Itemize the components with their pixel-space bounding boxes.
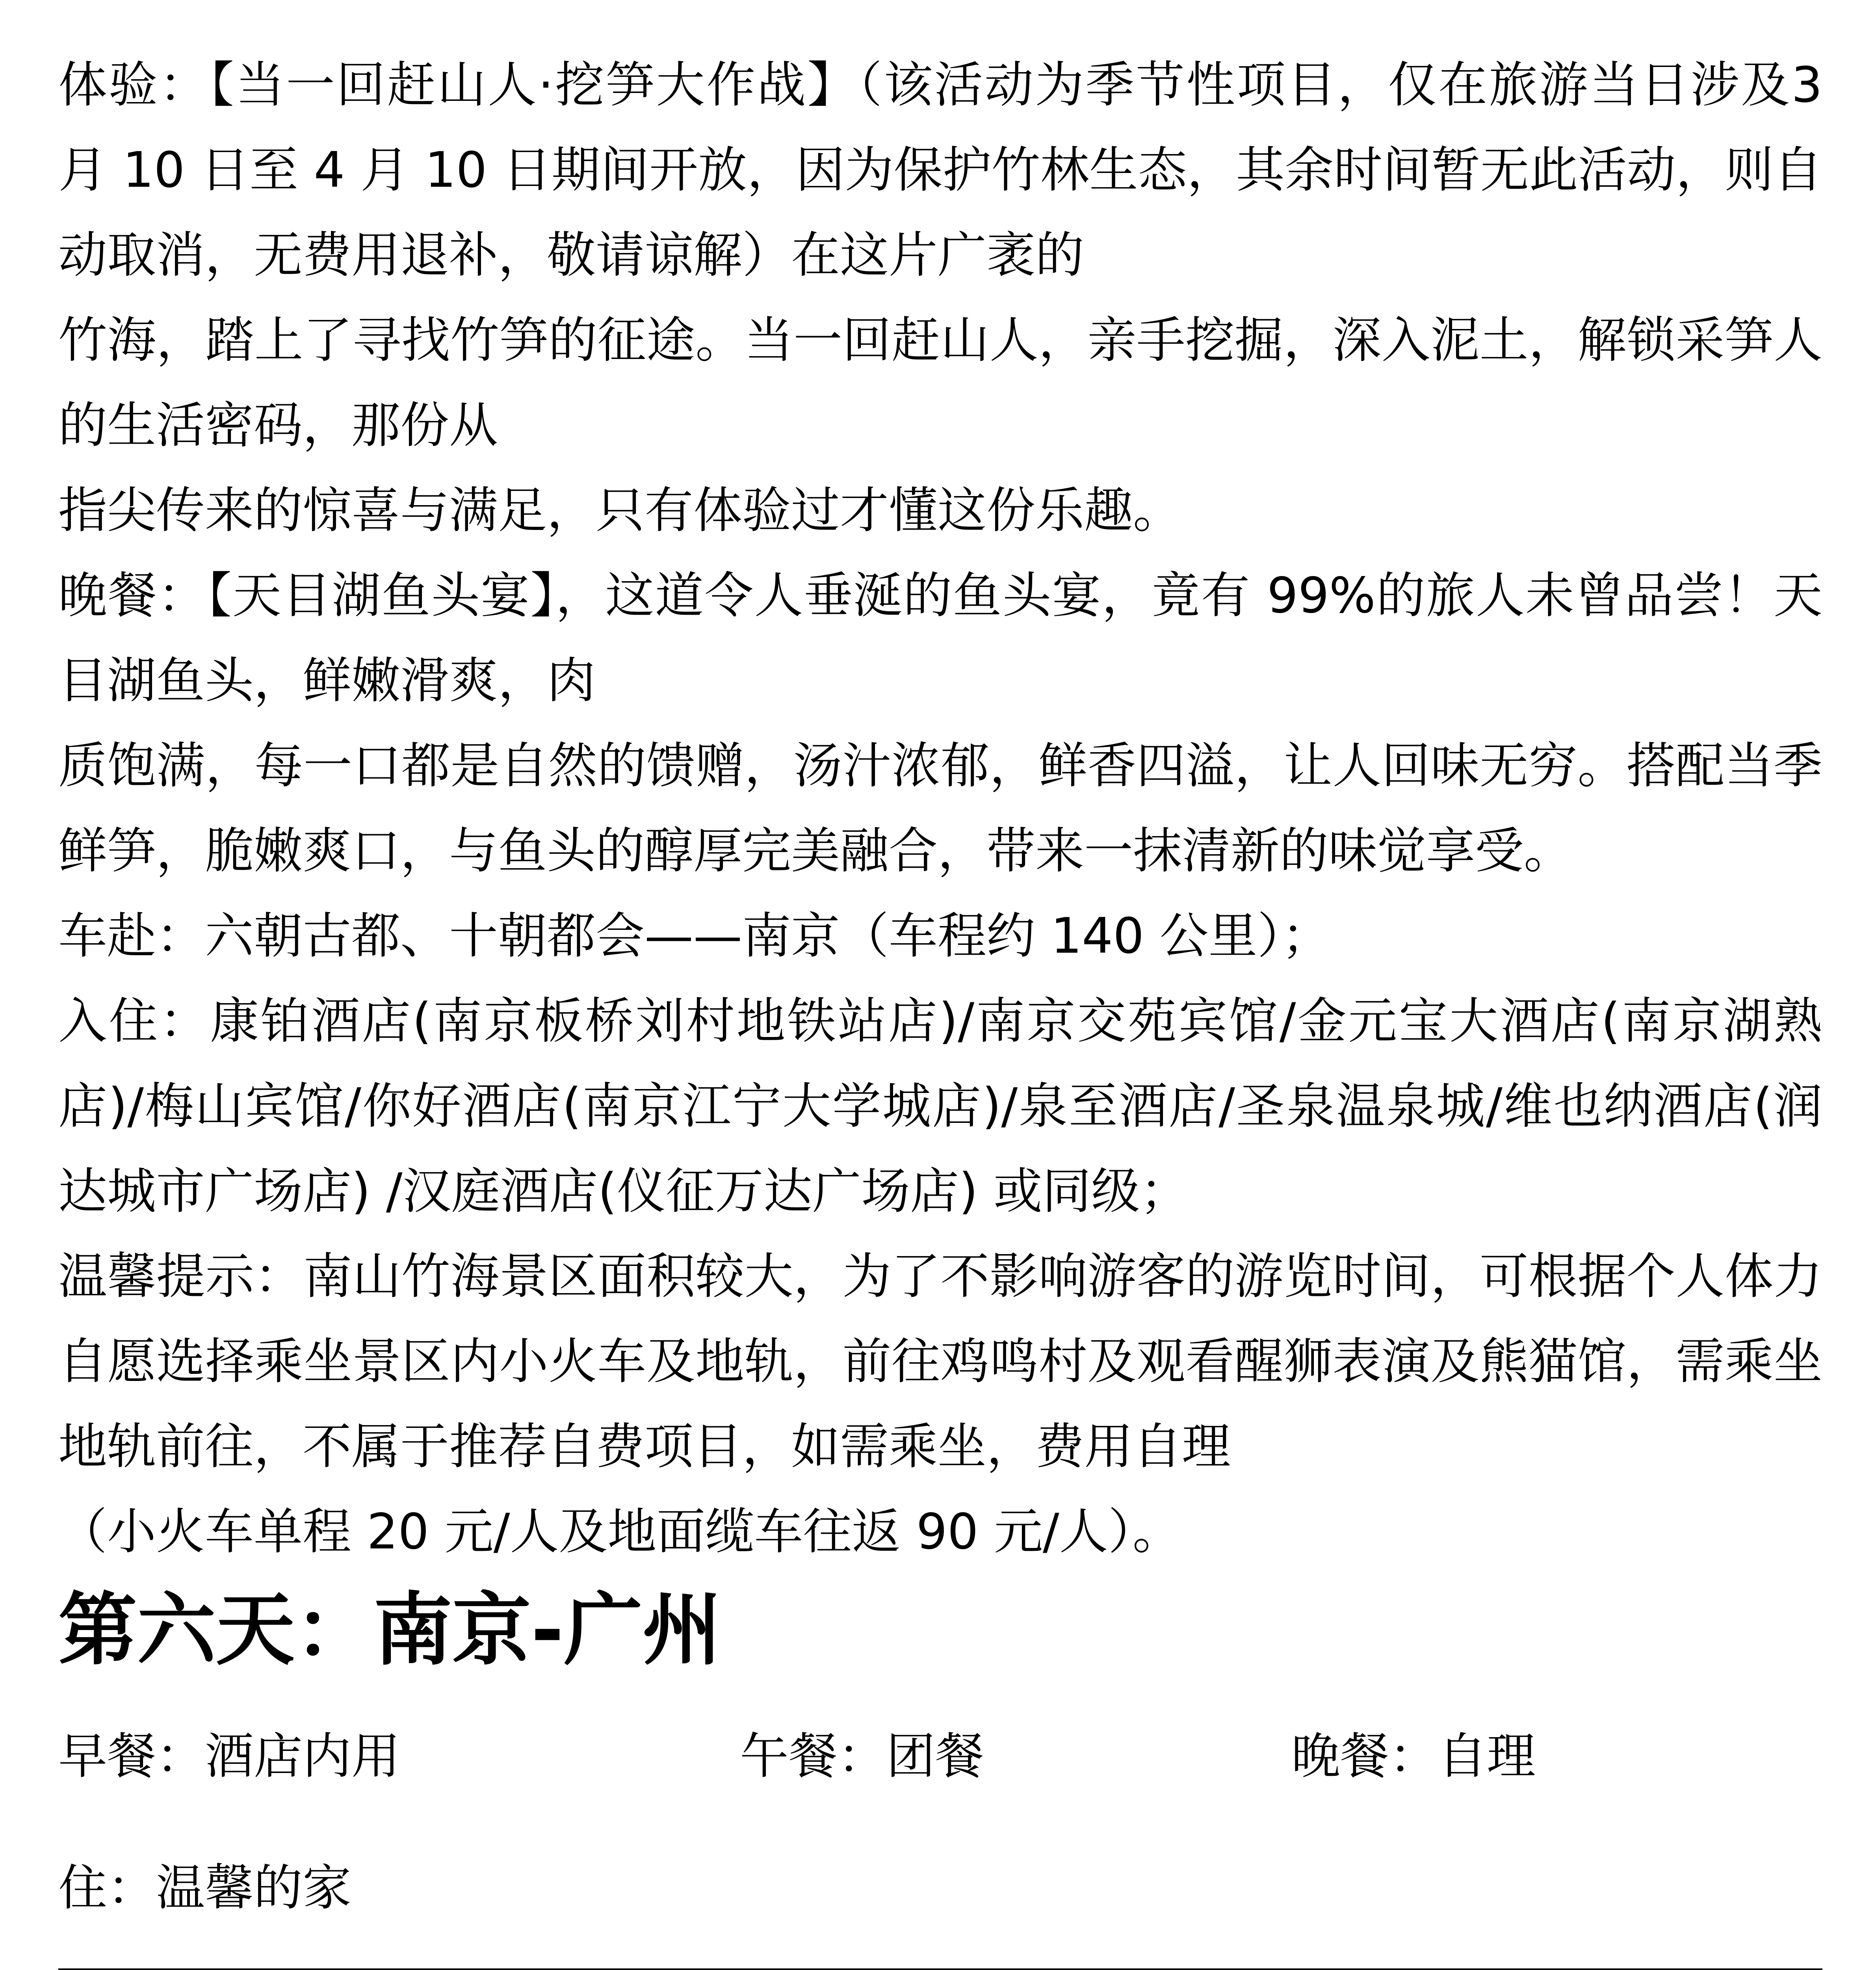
meals-row xyxy=(58,1714,1822,1799)
meal-dinner: 晚餐：自理 xyxy=(1291,1728,1536,1785)
paragraph-tips: 温馨提示：南山竹海景区面积较大，为了不影响游客的游览时间，可根据个人体力自愿选择乘坐景区内小火车及地轨，前往鸡鸣村及观看醒狮表演及熊猫馆，需乘坐地轨前往，不属于推荐自费项目，如需乘坐，费用自理 xyxy=(58,1248,1822,1475)
meal-lunch: 午餐：团餐 xyxy=(740,1728,984,1785)
section-divider xyxy=(58,1968,1822,1970)
paragraph-bamboo-shoot-activity: 体验：【当一回赶山人·挖笋大作战】（该活动为季节性项目，仅在旅游当日涉及3 月 10 日至 4 月 10 日期间开放，因为保护竹林生态，其余时间暂无此活动，则自动取消，无费用退补，敬请谅解）在这片广袤的 xyxy=(58,57,1822,284)
paragraph-fish-head-description: 质饱满，每一口都是自然的馈赠，汤汁浓郁，鲜香四溢，让人回味无穷。搭配当季鲜笋，脆嫩爽口，与鱼头的醇厚完美融合，带来一抹清新的味觉享受。 xyxy=(58,738,1822,879)
meal-breakfast: 早餐：酒店内用 xyxy=(58,1728,401,1785)
paragraph-fingertip-joy: 指尖传来的惊喜与满足，只有体验过才懂这份乐趣。 xyxy=(58,482,1182,539)
paragraph-train-fees: （小火车单程 20 元/人及地面缆车往返 90 元/人）。 xyxy=(58,1504,1181,1560)
paragraph-bamboo-sea: 竹海，踏上了寻找竹笋的征途。当一回赶山人，亲手挖掘，深入泥土，解锁采笋人的生活密码，那份从 xyxy=(58,312,1822,454)
paragraph-hotels: 入住：康铂酒店(南京板桥刘村地铁站店)/南京交苑宾馆/金元宝大酒店(南京湖熟店)/梅山宾馆/你好酒店(南京江宁大学城店)/泉至酒店/圣泉温泉城/维也纳酒店(润达城市广场店) /汉庭酒店(仪征万达广场店) 或同级； xyxy=(58,993,1822,1220)
day-six-heading: 第六天：南京-广州 xyxy=(58,1584,722,1676)
accommodation: 住：温馨的家 xyxy=(58,1860,352,1916)
paragraph-dinner-fish-head: 晚餐：【天目湖鱼头宴】，这道令人垂涎的鱼头宴，竟有 99%的旅人未曾品尝！天目湖鱼头，鲜嫩滑爽，肉 xyxy=(58,567,1822,709)
paragraph-transfer-nanjing: 车赴：六朝古都、十朝都会——南京（车程约 140 公里）； xyxy=(58,908,1331,965)
document-page xyxy=(58,43,1822,1970)
